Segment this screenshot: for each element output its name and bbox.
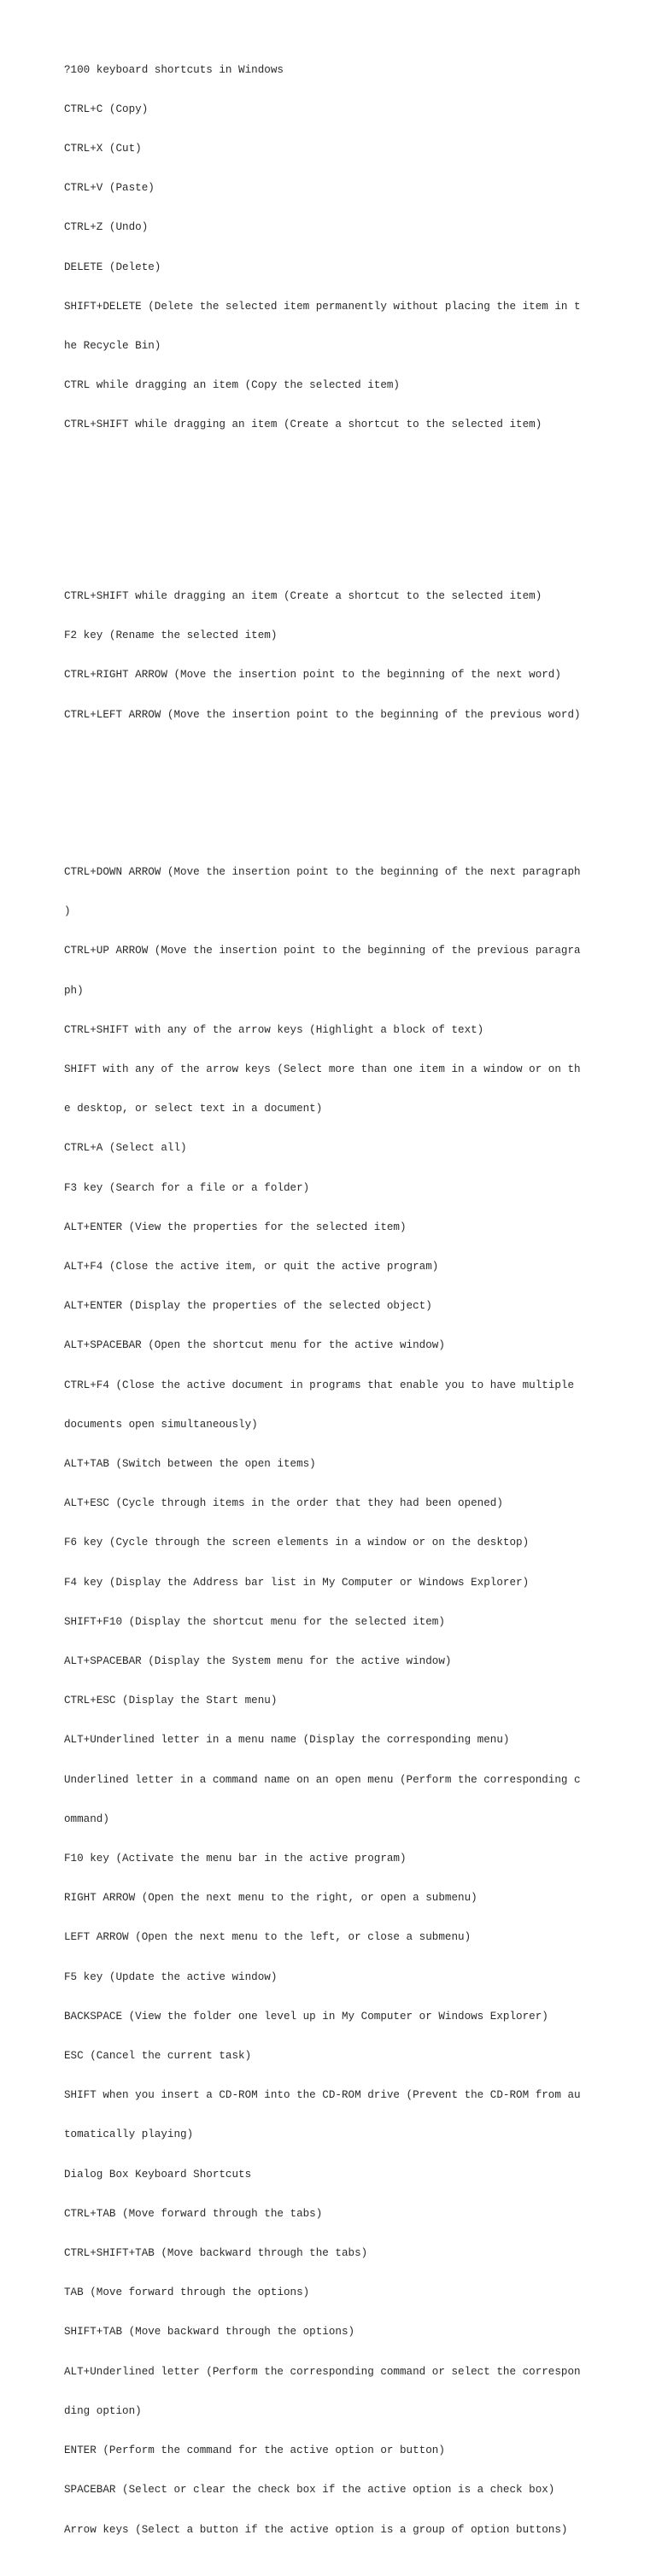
text-line: CTRL+SHIFT with any of the arrow keys (Highlight a block of text) — [64, 1023, 484, 1036]
text-line: SHIFT+TAB (Move backward through the options) — [64, 2326, 355, 2339]
text-line: TAB (Move forward through the options) — [64, 2286, 310, 2299]
text-line: ) — [64, 905, 71, 918]
text-line: CTRL+LEFT ARROW (Move the insertion point to the beginning of the previous word) — [64, 708, 581, 721]
text-line: CTRL+UP ARROW (Move the insertion point to the beginning of the previous paragra — [64, 945, 581, 957]
text-line: documents open simultaneously) — [64, 1418, 258, 1431]
text-line: CTRL+A (Select all) — [64, 1142, 187, 1155]
text-line: SHIFT with any of the arrow keys (Select more than one item in a window or on th — [64, 1063, 581, 1075]
text-line: ommand) — [64, 1812, 109, 1825]
text-line: CTRL+Z (Undo) — [64, 221, 149, 234]
text-line: F10 key (Activate the menu bar in the active program) — [64, 1853, 407, 1865]
text-line: RIGHT ARROW (Open the next menu to the right, or open a submenu) — [64, 1892, 477, 1905]
text-line: CTRL+X (Cut) — [64, 143, 142, 155]
text-line: ALT+Underlined letter (Perform the corresponding command or select the correspon — [64, 2365, 581, 2378]
text-line: F2 key (Rename the selected item) — [64, 629, 278, 642]
text-line: SHIFT+F10 (Display the shortcut menu for the selected item) — [64, 1615, 445, 1628]
text-line: ding option) — [64, 2404, 142, 2417]
text-line: Arrow keys (Select a button if the active option is a group of option buttons) — [64, 2523, 568, 2536]
text-line: Underlined letter in a command name on an open menu (Perform the corresponding c — [64, 1773, 581, 1786]
text-line: BACKSPACE (View the folder one level up in My Computer or Windows Explorer) — [64, 2010, 548, 2023]
blank-gap — [64, 498, 585, 524]
text-line: ph) — [64, 984, 84, 997]
text-block-1 — [64, 38, 585, 459]
text-line: F4 key (Display the Address bar list in My Computer or Windows Explorer) — [64, 1576, 530, 1589]
text-line: CTRL+DOWN ARROW (Move the insertion point to the beginning of the next paragraph — [64, 865, 581, 878]
text-line: CTRL+SHIFT+TAB (Move backward through the tabs) — [64, 2247, 368, 2260]
text-line: e desktop, or select text in a document) — [64, 1103, 323, 1115]
text-line: CTRL+V (Paste) — [64, 182, 155, 195]
text-line: CTRL while dragging an item (Copy the selected item) — [64, 379, 400, 392]
blank-gap — [64, 787, 585, 800]
text-line: F6 key (Cycle through the screen elements in a window or on the desktop) — [64, 1537, 530, 1549]
document-page — [64, 11, 585, 2576]
text-line: F3 key (Search for a file or a folder) — [64, 1181, 310, 1194]
text-line: CTRL+C (Copy) — [64, 102, 149, 115]
text-block-2 — [64, 564, 585, 748]
text-line: ESC (Cancel the current task) — [64, 2050, 252, 2063]
text-line: CTRL+TAB (Move forward through the tabs) — [64, 2207, 323, 2220]
text-line: ALT+SPACEBAR (Display the System menu for the active window) — [64, 1655, 452, 1668]
text-line: ALT+SPACEBAR (Open the shortcut menu for the active window) — [64, 1339, 445, 1352]
text-line: DELETE (Delete) — [64, 261, 161, 273]
text-line: F5 key (Update the active window) — [64, 1970, 278, 1983]
text-line: ALT+TAB (Switch between the open items) — [64, 1458, 316, 1471]
text-line: tomatically playing) — [64, 2128, 194, 2141]
text-block-3 — [64, 840, 585, 2563]
text-line: ALT+F4 (Close the active item, or quit the active program) — [64, 1261, 439, 1273]
document-title: ?100 keyboard shortcuts in Windows — [64, 63, 284, 76]
text-line: ALT+ENTER (Display the properties of the selected object) — [64, 1300, 432, 1313]
text-line: LEFT ARROW (Open the next menu to the left, or close a submenu) — [64, 1931, 472, 1944]
text-line: CTRL+SHIFT while dragging an item (Create a shortcut to the selected item) — [64, 589, 542, 602]
text-line: ENTER (Perform the command for the active option or button) — [64, 2444, 445, 2457]
text-line: SPACEBAR (Select or clear the check box if the active option is a check box) — [64, 2484, 555, 2497]
text-line: ALT+ESC (Cycle through items in the order that they had been opened) — [64, 1497, 503, 1510]
text-line: ALT+ENTER (View the properties for the selected item) — [64, 1221, 407, 1233]
text-line: CTRL+F4 (Close the active document in programs that enable you to have multiple — [64, 1379, 575, 1391]
text-line: SHIFT when you insert a CD-ROM into the CD-ROM drive (Prevent the CD-ROM from au — [64, 2089, 581, 2102]
text-line: CTRL+ESC (Display the Start menu) — [64, 1695, 278, 1707]
text-line: CTRL+SHIFT while dragging an item (Create a shortcut to the selected item) — [64, 419, 542, 431]
section-heading: Dialog Box Keyboard Shortcuts — [64, 2168, 252, 2181]
text-line: SHIFT+DELETE (Delete the selected item permanently without placing the item in t — [64, 300, 581, 313]
text-line: CTRL+RIGHT ARROW (Move the insertion point to the beginning of the next word) — [64, 669, 561, 682]
text-line: ALT+Underlined letter in a menu name (Display the corresponding menu) — [64, 1734, 510, 1747]
text-line: he Recycle Bin) — [64, 340, 161, 353]
